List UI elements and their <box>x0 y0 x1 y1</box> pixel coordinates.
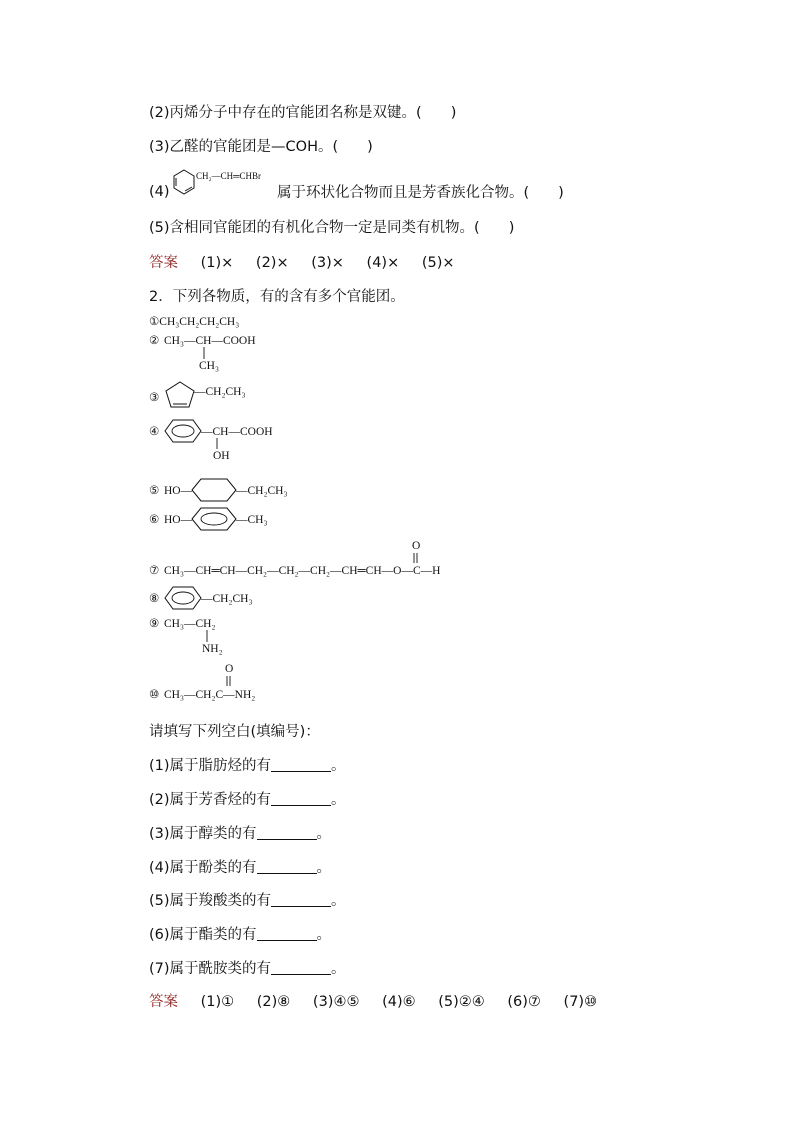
compound-4-number: ④ <box>149 426 160 438</box>
compound-3-number: ③ <box>149 392 160 404</box>
answer-item: (1)× <box>200 255 234 271</box>
answer-item: (3)④⑤ <box>312 994 360 1010</box>
compound-3-sub: —CH₂CH₃ <box>194 386 246 398</box>
compound-4-main: —CH—COOH <box>201 426 273 438</box>
answer-row-2 <box>149 990 597 1011</box>
answer-item: (6)⑦ <box>507 994 541 1010</box>
compound-5-right: —CH₂CH₃ <box>236 485 288 497</box>
question-2: (2)丙烯分子中存在的官能团名称是双键。( ) <box>149 105 457 121</box>
question-4 <box>149 160 609 202</box>
compound-6-number: ⑥ <box>149 514 160 526</box>
q4-structure <box>149 160 609 202</box>
fill-item-6: (6)属于酯类的有 。 <box>149 927 332 943</box>
compound-6-right: —CH₃ <box>236 514 268 526</box>
fill-text: (1)属于脂肪烃的有 <box>149 758 272 774</box>
compound-8-right: —CH₂CH₃ <box>201 593 253 605</box>
compound-list <box>149 311 449 711</box>
compound-8-number: ⑧ <box>149 593 160 605</box>
q4-formula: CH₂—CH═CHBr <box>196 171 262 181</box>
fill-item-1: (1)属于脂肪烃的有 。 <box>149 758 346 774</box>
answer-item: (4)⑥ <box>382 994 416 1010</box>
benzene-ring-icon <box>165 587 201 609</box>
answer-item: (2)⑧ <box>256 994 291 1010</box>
compound-9-sub: NH₂ <box>202 643 223 655</box>
compound-5-number: ⑤ <box>149 485 160 497</box>
answer-blank[interactable] <box>271 791 331 806</box>
compound-2-main: CH₃—CH—COOH <box>164 335 256 347</box>
fill-text: (2)属于芳香烃的有 <box>149 792 272 808</box>
answer-item: (5)× <box>421 255 455 271</box>
compound-10-main: CH₃—CH₂C—NH₂ <box>164 689 256 701</box>
fill-intro: 请填写下列空白(填编号)： <box>149 724 320 740</box>
fill-item-2: (2)属于芳香烃的有 。 <box>149 792 346 808</box>
compound-7-number: ⑦ <box>149 565 160 577</box>
answer-label: 答案 <box>149 994 178 1010</box>
answer-item: (2)× <box>255 255 289 271</box>
answer-item: (1)① <box>200 994 235 1010</box>
compound-9-main: CH₃—CH₂ <box>164 618 216 630</box>
benzene-ring-icon <box>192 508 236 530</box>
answer-blank[interactable] <box>257 825 317 840</box>
fill-item-7: (7)属于酰胺类的有 。 <box>149 961 346 977</box>
answer-item: (7)⑩ <box>563 994 598 1010</box>
compound-4-sub: OH <box>213 450 230 462</box>
q4-number: (4) <box>149 184 170 200</box>
answer-blank[interactable] <box>257 926 317 941</box>
fill-text: (7)属于酰胺类的有 <box>149 961 272 977</box>
answer-blank[interactable] <box>257 859 317 874</box>
question-5: (5)含相同官能团的有机化合物一定是同类有机物。( ) <box>149 220 515 236</box>
answer-item: (3)× <box>311 255 344 271</box>
q4-text: 属于环状化合物而且是芳香族化合物。( ) <box>277 185 564 201</box>
compound-2-sub: CH₃ <box>199 360 219 372</box>
compound-9-number: ⑨ <box>149 618 160 630</box>
compound-5-left: HO— <box>164 485 193 497</box>
compound-1: ①CH₃CH₂CH₂CH₃ <box>149 316 240 328</box>
compound-7-oxygen: O <box>412 540 421 552</box>
fill-text: (4)属于酚类的有 <box>149 860 257 876</box>
cyclohexadiene-ring-icon <box>174 170 194 194</box>
answer-item: (4)× <box>366 255 400 271</box>
compound-2-number: ② <box>149 335 160 347</box>
answer-item: (5)②④ <box>438 994 485 1010</box>
answer-blank[interactable] <box>271 757 331 772</box>
cyclohexane-ring-icon <box>192 479 236 501</box>
answer-blank[interactable] <box>271 960 331 975</box>
fill-text: (3)属于醇类的有 <box>149 826 257 842</box>
fill-item-4: (4)属于酚类的有 。 <box>149 860 332 876</box>
cyclopentene-ring-icon <box>166 382 194 407</box>
answer-row-1 <box>149 251 455 272</box>
fill-text: (5)属于羧酸类的有 <box>149 893 272 909</box>
fill-text: (6)属于酯类的有 <box>149 927 257 943</box>
benzene-ring-icon <box>165 420 201 442</box>
fill-item-3: (3)属于醇类的有 。 <box>149 826 332 842</box>
answer-blank[interactable] <box>271 892 331 907</box>
fill-item-5: (5)属于羧酸类的有 。 <box>149 893 346 909</box>
answer-label: 答案 <box>149 255 178 271</box>
compound-10-oxygen: O <box>225 663 234 675</box>
question-3: (3)乙醛的官能团是—COH。( ) <box>149 139 373 155</box>
compound-10-number: ⑩ <box>149 689 160 701</box>
compound-6-left: HO— <box>164 514 193 526</box>
question-heading-2: 2．下列各物质，有的含有多个官能团。 <box>149 289 405 305</box>
compound-7-main: CH₃—CH═CH—CH₂—CH₂—CH₂—CH═CH—O—C—H <box>164 565 441 577</box>
